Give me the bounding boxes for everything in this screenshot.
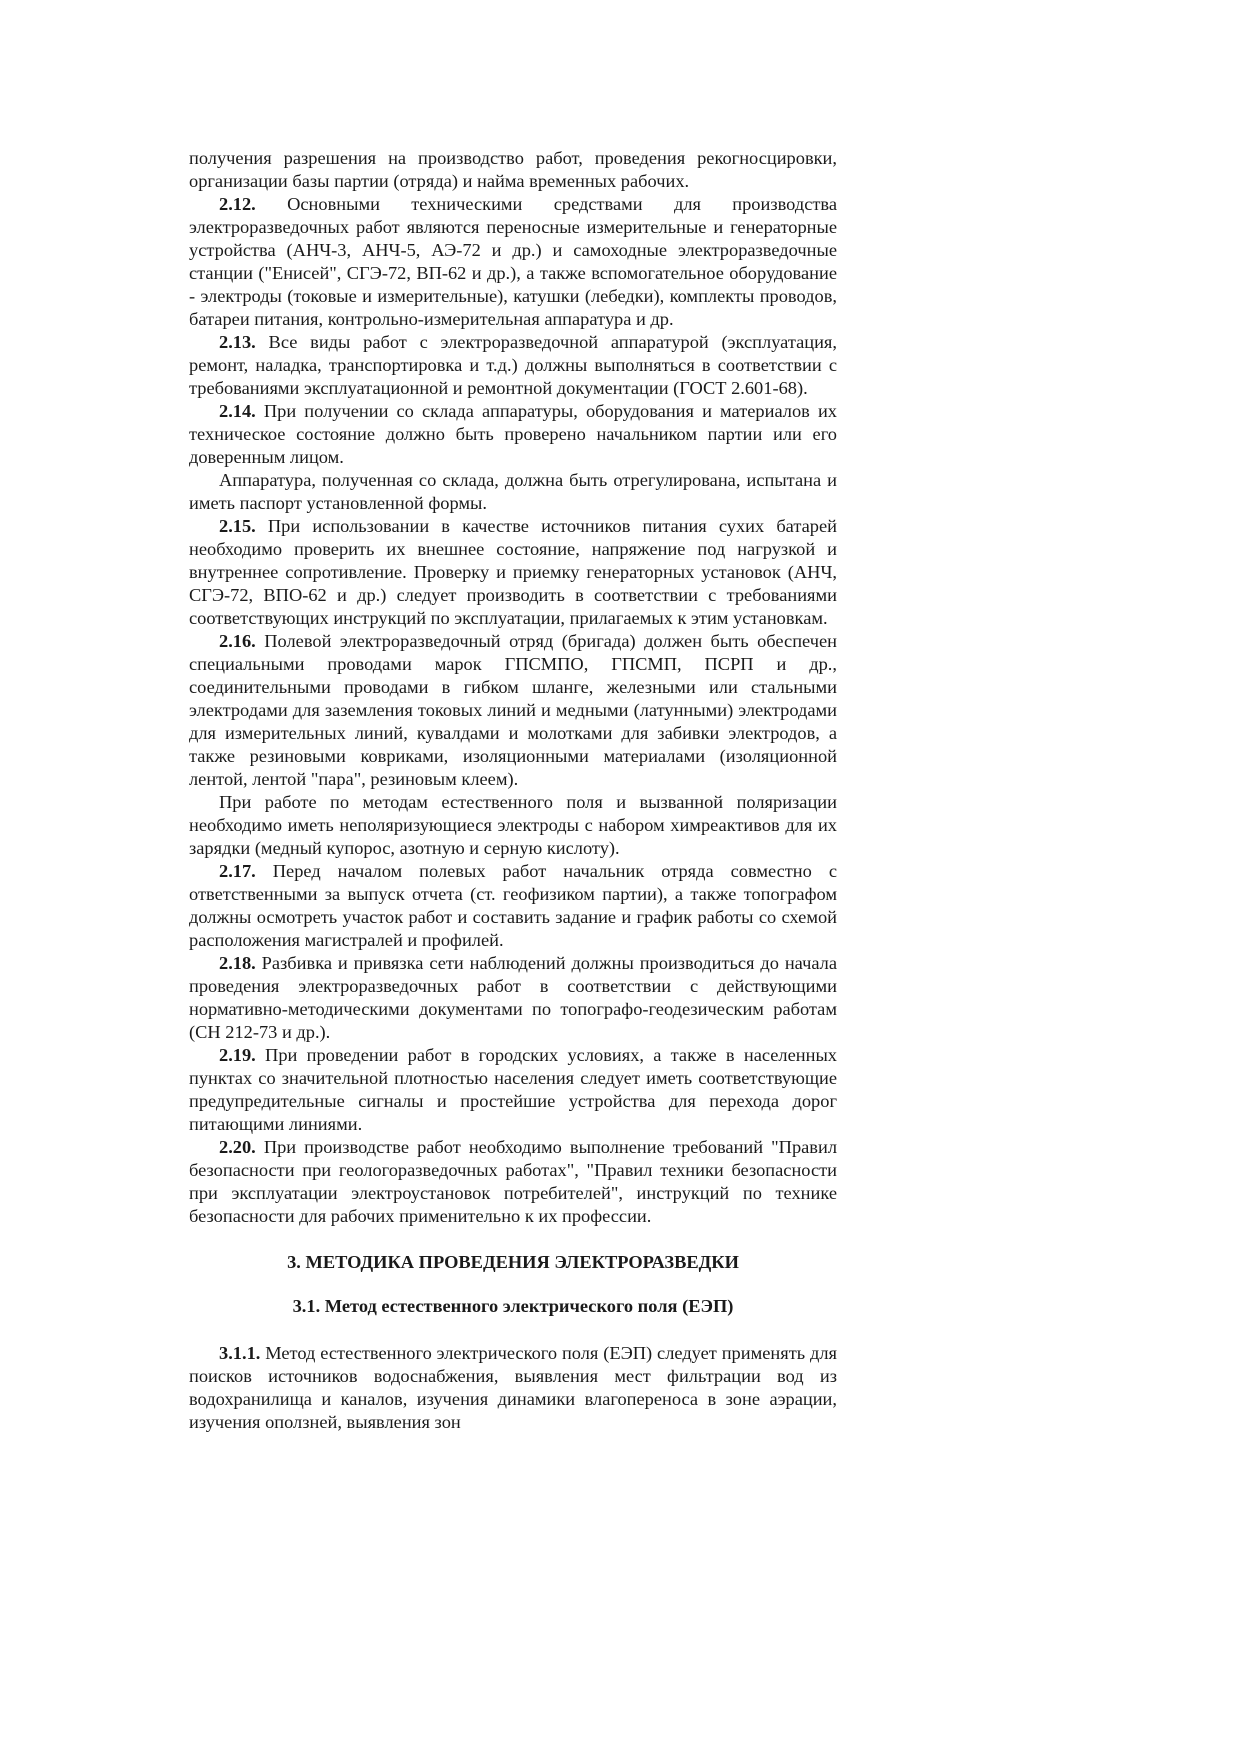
clause-number: 2.18.	[219, 953, 256, 973]
paragraph-2-17: 2.17. Перед началом полевых работ начальник отряда совместно с ответственными за выпуск отчета (ст. геофизиком партии), а также топографом должны осмотреть участок работ и составить задание и график работы со схемой расположения магистралей и профилей.	[189, 861, 837, 950]
paragraph-2-13: 2.13. Все виды работ с электроразведочной аппаратурой (эксплуатация, ремонт, наладка, транспортировка и т.д.) должны выполняться в соответствии с требованиями эксплуатационной и ремонтной документации (ГОСТ 2.601-68).	[189, 332, 837, 398]
clause-number: 2.17.	[219, 861, 256, 881]
clause-number: 2.16.	[219, 631, 256, 651]
paragraph-2-15: 2.15. При использовании в качестве источников питания сухих батарей необходимо проверить их внешнее состояние, напряжение под нагрузкой и внутреннее сопротивление. Проверку и приемку генераторных установок (АНЧ, СГЭ-72, ВПО-62 и др.) следует производить в соответствии с требованиями соответствующих инструкций по эксплуатации, прилагаемых к этим установкам.	[189, 516, 837, 628]
clause-number: 2.12.	[219, 194, 256, 214]
paragraph-2-14: 2.14. При получении со склада аппаратуры, оборудования и материалов их техническое состояние должно быть проверено начальником партии или его доверенным лицом.	[189, 401, 837, 467]
paragraph-2-18: 2.18. Разбивка и привязка сети наблюдений должны производиться до начала проведения электроразведочных работ в соответствии с действующими нормативно-методическими документами по топографо-геодезическим работам (СН 212-73 и др.).	[189, 953, 837, 1042]
paragraph-2-16: 2.16. Полевой электроразведочный отряд (бригада) должен быть обеспечен специальными проводами марок ГПСМПО, ГПСМП, ПСРП и др., соединительными проводами в гибком шланге, железными или стальными электродами для заземления токовых линий и медными (латунными) электродами для измерительных линий, кувалдами и молотками для забивки электродов, а также резиновыми ковриками, изоляционными материалами (изоляционной лентой, лентой "пара", резиновым клеем).	[189, 631, 837, 789]
clause-number: 3.1.1.	[219, 1343, 261, 1363]
paragraph-2-20: 2.20. При производстве работ необходимо выполнение требований "Правил безопасности при геологоразведочных работах", "Правил техники безопасности при эксплуатации электроустановок потребителей", инструкций по технике безопасности для рабочих применительно к их профессии.	[189, 1137, 837, 1226]
subsection-heading: 3.1. Метод естественного электрического поля (ЕЭП)	[292, 1296, 734, 1316]
clause-number: 2.19.	[219, 1045, 256, 1065]
clause-number: 2.14.	[219, 401, 256, 421]
paragraph-3-1-1: 3.1.1. Метод естественного электрического поля (ЕЭП) следует применять для поисков источников водоснабжения, выявления мест фильтрации вод из водохранилища и каналов, изучения динамики влагопереноса в зоне аэрации, изучения оползней, выявления зон	[189, 1343, 837, 1432]
clause-number: 2.20.	[219, 1137, 256, 1157]
paragraph-2-12: 2.12. Основными техническими средствами для производства электроразведочных работ являются переносные измерительные и генераторные устройства (АНЧ-3, АНЧ-5, АЭ-72 и др.) и самоходные электроразведочные станции ("Енисей", СГЭ-72, ВП-62 и др.), а также вспомогательное оборудование - электроды (токовые и измерительные), катушки (лебедки), комплекты проводов, батареи питания, контрольно-измерительная аппаратура и др.	[189, 194, 837, 329]
clause-number: 2.13.	[219, 332, 256, 352]
clause-number: 2.15.	[219, 516, 256, 536]
paragraph-2-14-continued: Аппаратура, полученная со склада, должна быть отрегулирована, испытана и иметь паспорт установленной формы.	[189, 470, 837, 513]
section-heading: 3. МЕТОДИКА ПРОВЕДЕНИЯ ЭЛЕКТРОРАЗВЕДКИ	[287, 1252, 739, 1272]
paragraph-continuation: получения разрешения на производство работ, проведения рекогносцировки, организации базы партии (отряда) и найма временных рабочих.	[189, 148, 837, 191]
paragraph-2-19: 2.19. При проведении работ в городских условиях, а также в населенных пунктах со значительной плотностью населения следует иметь соответствующие предупредительные сигналы и простейшие устройства для перехода дорог питающими линиями.	[189, 1045, 837, 1134]
document-page	[189, 147, 837, 1434]
paragraph-2-16-continued: При работе по методам естественного поля и вызванной поляризации необходимо иметь неполяризующиеся электроды с набором химреактивов для их зарядки (медный купорос, азотную и серную кислоту).	[189, 792, 837, 858]
